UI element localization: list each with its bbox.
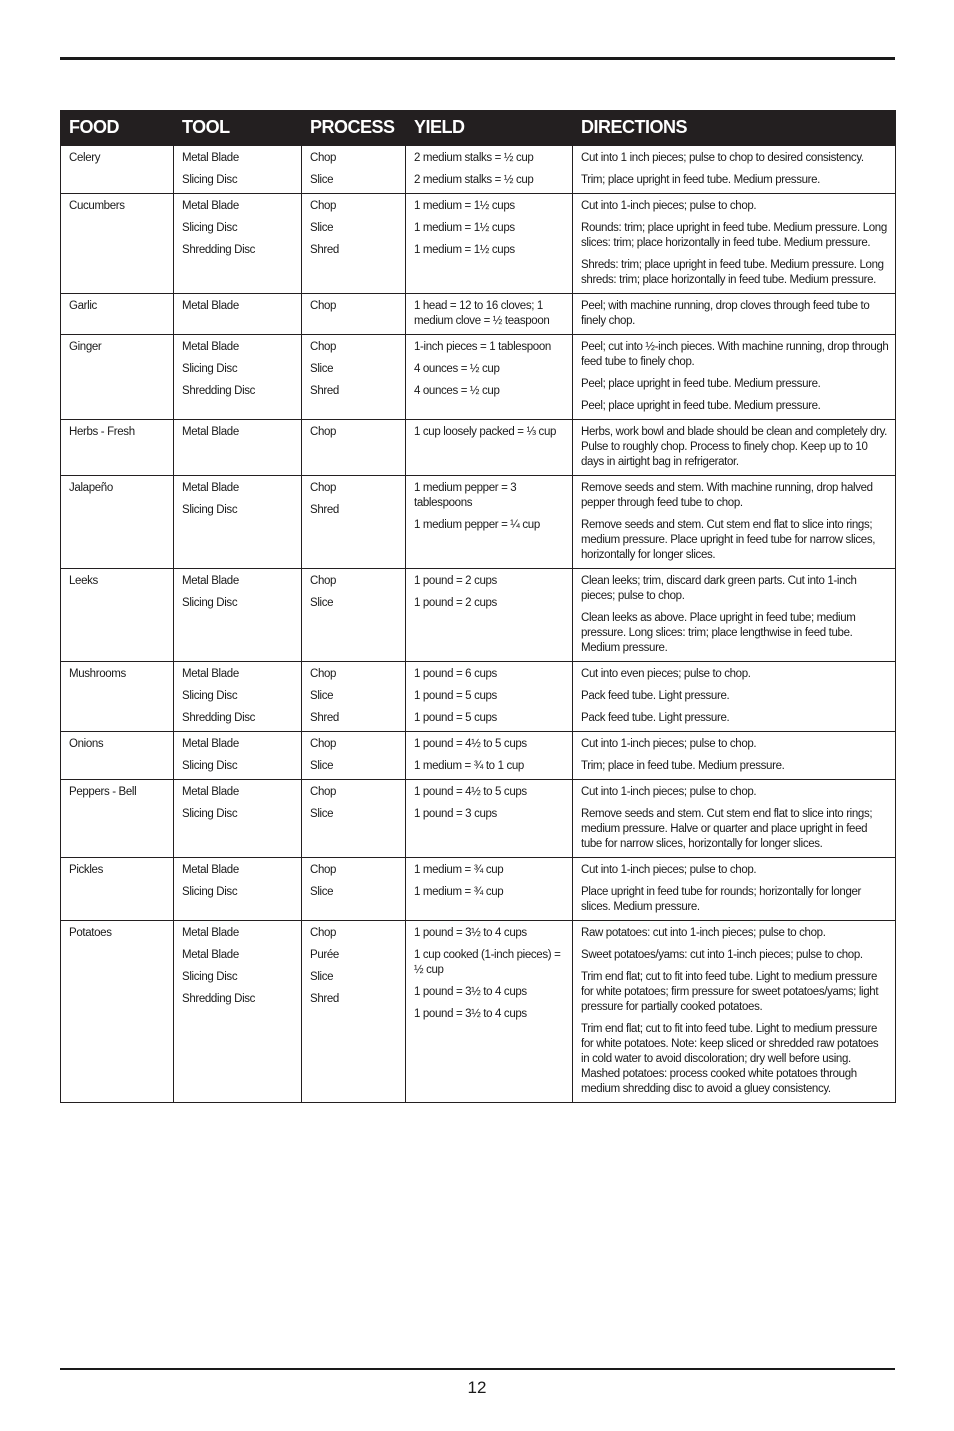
directions-text: Clean leeks as above. Place upright in feed tube; medium pressure. Long slices: trim; place lengthwise in feed tube. Medium pressure. bbox=[581, 612, 856, 654]
table-row bbox=[61, 858, 896, 921]
food-cell bbox=[61, 420, 174, 476]
process-cell bbox=[302, 420, 406, 476]
header-tool: TOOL bbox=[174, 110, 302, 146]
process-cell bbox=[302, 780, 406, 858]
yield-value: 4 ounces = ½ cup bbox=[414, 363, 500, 375]
directions-text: Trim end flat; cut to fit into feed tube. Light to medium pressure for white potatoes; firm pressure for sweet potatoes/yams; light pressure for partially cooked potatoes. bbox=[581, 971, 879, 1013]
food-name: Mushrooms bbox=[69, 668, 126, 680]
tool-cell bbox=[174, 662, 302, 732]
directions-text: Remove seeds and stem. Cut stem end flat to slice into rings; medium pressure. Halve or quarter and place upright in feed tube for narrow slices, horizontally for longer slices. bbox=[581, 808, 873, 850]
directions-text: Peel; cut into ½-inch pieces. With machine running, drop through feed tube to finely chop. bbox=[581, 341, 889, 368]
food-cell bbox=[61, 662, 174, 732]
tool-cell bbox=[174, 194, 302, 294]
food-cell bbox=[61, 294, 174, 335]
bottom-rule bbox=[60, 1368, 895, 1370]
food-cell bbox=[61, 732, 174, 780]
process-name: Chop bbox=[310, 200, 337, 212]
food-name: Ginger bbox=[69, 341, 102, 353]
directions-cell bbox=[573, 732, 896, 780]
process-cell bbox=[302, 146, 406, 194]
directions-cell bbox=[573, 146, 896, 194]
table-row bbox=[61, 420, 896, 476]
yield-value: 1 medium pepper = 3 tablespoons bbox=[414, 482, 517, 509]
yield-value: 1 pound = 3½ to 4 cups bbox=[414, 986, 527, 998]
directions-cell bbox=[573, 476, 896, 569]
tool-name: Metal Blade bbox=[182, 927, 239, 939]
top-rule bbox=[60, 57, 895, 60]
directions-text: Peel; place upright in feed tube. Medium pressure. bbox=[581, 400, 821, 412]
yield-value: 1 medium = 1½ cups bbox=[414, 222, 515, 234]
directions-text: Cut into 1 inch pieces; pulse to chop to desired consistency. bbox=[581, 152, 864, 164]
directions-text: Remove seeds and stem. With machine running, drop halved pepper through feed tube to chop. bbox=[581, 482, 873, 509]
process-cell bbox=[302, 569, 406, 662]
yield-value: 1 head = 12 to 16 cloves; 1 medium clove = ½ teaspoon bbox=[414, 300, 550, 327]
food-name: Potatoes bbox=[69, 927, 112, 939]
process-name: Chop bbox=[310, 864, 337, 876]
header-food: FOOD bbox=[61, 110, 174, 146]
food-cell bbox=[61, 780, 174, 858]
directions-text: Remove seeds and stem. Cut stem end flat to slice into rings; medium pressure. Place upright in feed tube for narrow slices, horizontally for longer slices. bbox=[581, 519, 876, 561]
food-name: Cucumbers bbox=[69, 200, 125, 212]
food-name: Jalapeño bbox=[69, 482, 113, 494]
yield-value: 1 medium = ¾ cup bbox=[414, 886, 504, 898]
tool-name: Slicing Disc bbox=[182, 222, 238, 234]
directions-cell bbox=[573, 780, 896, 858]
process-name: Slice bbox=[310, 971, 334, 983]
table-row bbox=[61, 662, 896, 732]
tool-name: Shredding Disc bbox=[182, 712, 256, 724]
directions-text: Cut into 1-inch pieces; pulse to chop. bbox=[581, 864, 757, 876]
yield-value: 4 ounces = ½ cup bbox=[414, 385, 500, 397]
yield-value: 1 cup loosely packed = ⅓ cup bbox=[414, 426, 557, 438]
header-directions: DIRECTIONS bbox=[573, 110, 896, 146]
process-cell bbox=[302, 858, 406, 921]
yield-value: 1 pound = 5 cups bbox=[414, 712, 497, 724]
directions-text: Trim; place in feed tube. Medium pressure. bbox=[581, 760, 785, 772]
yield-value: 1 cup cooked (1-inch pieces) = ½ cup bbox=[414, 949, 561, 976]
tool-name: Metal Blade bbox=[182, 738, 239, 750]
table-row bbox=[61, 569, 896, 662]
tool-name: Slicing Disc bbox=[182, 690, 238, 702]
process-name: Slice bbox=[310, 690, 334, 702]
yield-value: 2 medium stalks = ½ cup bbox=[414, 152, 534, 164]
process-name: Slice bbox=[310, 174, 334, 186]
yield-value: 1 pound = 2 cups bbox=[414, 575, 497, 587]
process-name: Chop bbox=[310, 575, 337, 587]
tool-name: Metal Blade bbox=[182, 786, 239, 798]
food-cell bbox=[61, 569, 174, 662]
directions-cell bbox=[573, 420, 896, 476]
tool-name: Slicing Disc bbox=[182, 504, 238, 516]
tool-name: Metal Blade bbox=[182, 668, 239, 680]
directions-text: Clean leeks; trim, discard dark green parts. Cut into 1-inch pieces; pulse to chop. bbox=[581, 575, 857, 602]
yield-cell bbox=[406, 921, 573, 1103]
yield-value: 1 pound = 2 cups bbox=[414, 597, 497, 609]
directions-cell bbox=[573, 335, 896, 420]
directions-text: Raw potatoes: cut into 1-inch pieces; pulse to chop. bbox=[581, 927, 826, 939]
process-name: Chop bbox=[310, 426, 337, 438]
tool-cell bbox=[174, 420, 302, 476]
directions-cell bbox=[573, 921, 896, 1103]
food-cell bbox=[61, 858, 174, 921]
yield-cell bbox=[406, 858, 573, 921]
directions-text: Trim; place upright in feed tube. Medium pressure. bbox=[581, 174, 821, 186]
directions-text: Peel; place upright in feed tube. Medium pressure. bbox=[581, 378, 821, 390]
tool-cell bbox=[174, 476, 302, 569]
process-cell bbox=[302, 194, 406, 294]
tool-name: Slicing Disc bbox=[182, 760, 238, 772]
yield-cell bbox=[406, 294, 573, 335]
process-name: Slice bbox=[310, 222, 334, 234]
directions-cell bbox=[573, 858, 896, 921]
tool-name: Metal Blade bbox=[182, 426, 239, 438]
process-name: Slice bbox=[310, 597, 334, 609]
tool-name: Metal Blade bbox=[182, 152, 239, 164]
yield-cell bbox=[406, 146, 573, 194]
table-row bbox=[61, 146, 896, 194]
process-name: Slice bbox=[310, 760, 334, 772]
process-name: Chop bbox=[310, 927, 337, 939]
table-row bbox=[61, 780, 896, 858]
food-name: Pickles bbox=[69, 864, 103, 876]
directions-text: Rounds: trim; place upright in feed tube. Medium pressure. Long slices: trim; place horizontally in feed tube. Medium pressure. bbox=[581, 222, 887, 249]
process-name: Shred bbox=[310, 993, 339, 1005]
tool-cell bbox=[174, 569, 302, 662]
directions-text: Cut into 1-inch pieces; pulse to chop. bbox=[581, 786, 757, 798]
directions-text: Pack feed tube. Light pressure. bbox=[581, 690, 730, 702]
tool-cell bbox=[174, 335, 302, 420]
page-number: 12 bbox=[467, 1378, 487, 1397]
process-name: Shred bbox=[310, 712, 339, 724]
directions-cell bbox=[573, 662, 896, 732]
directions-cell bbox=[573, 194, 896, 294]
tool-name: Shredding Disc bbox=[182, 385, 256, 397]
process-name: Slice bbox=[310, 808, 334, 820]
tool-name: Metal Blade bbox=[182, 864, 239, 876]
tool-name: Slicing Disc bbox=[182, 971, 238, 983]
table-body bbox=[61, 146, 896, 1103]
food-cell bbox=[61, 476, 174, 569]
yield-value: 1 pound = 3½ to 4 cups bbox=[414, 1008, 527, 1020]
yield-cell bbox=[406, 420, 573, 476]
yield-value: 2 medium stalks = ½ cup bbox=[414, 174, 534, 186]
tool-name: Metal Blade bbox=[182, 482, 239, 494]
tool-name: Slicing Disc bbox=[182, 808, 238, 820]
process-cell bbox=[302, 476, 406, 569]
tool-cell bbox=[174, 732, 302, 780]
food-name: Herbs - Fresh bbox=[69, 426, 135, 438]
tool-name: Metal Blade bbox=[182, 575, 239, 587]
yield-cell bbox=[406, 569, 573, 662]
process-name: Chop bbox=[310, 341, 337, 353]
directions-text: Pack feed tube. Light pressure. bbox=[581, 712, 730, 724]
directions-text: Herbs, work bowl and blade should be clean and completely dry. Pulse to roughly chop. Process to finely chop. Keep up to 10 days in airtight bag in refrigerator. bbox=[581, 426, 888, 468]
yield-value: 1 pound = 3½ to 4 cups bbox=[414, 927, 527, 939]
tool-name: Slicing Disc bbox=[182, 597, 238, 609]
table-row bbox=[61, 294, 896, 335]
process-name: Chop bbox=[310, 738, 337, 750]
yield-value: 1 pound = 5 cups bbox=[414, 690, 497, 702]
tool-name: Shredding Disc bbox=[182, 993, 256, 1005]
process-name: Shred bbox=[310, 385, 339, 397]
tool-cell bbox=[174, 921, 302, 1103]
process-name: Chop bbox=[310, 786, 337, 798]
process-name: Slice bbox=[310, 363, 334, 375]
directions-text: Cut into 1-inch pieces; pulse to chop. bbox=[581, 200, 757, 212]
process-cell bbox=[302, 335, 406, 420]
table-row bbox=[61, 921, 896, 1103]
directions-text: Peel; with machine running, drop cloves through feed tube to finely chop. bbox=[581, 300, 870, 327]
food-cell bbox=[61, 335, 174, 420]
yield-value: 1 medium = ¾ to 1 cup bbox=[414, 760, 524, 772]
process-name: Slice bbox=[310, 886, 334, 898]
process-name: Chop bbox=[310, 668, 337, 680]
yield-cell bbox=[406, 780, 573, 858]
process-name: Shred bbox=[310, 504, 339, 516]
table-row bbox=[61, 476, 896, 569]
yield-value: 1 pound = 3 cups bbox=[414, 808, 497, 820]
table-row bbox=[61, 335, 896, 420]
tool-name: Slicing Disc bbox=[182, 363, 238, 375]
yield-value: 1 pound = 4½ to 5 cups bbox=[414, 786, 527, 798]
tool-name: Metal Blade bbox=[182, 300, 239, 312]
yield-cell bbox=[406, 335, 573, 420]
directions-text: Sweet potatoes/yams: cut into 1-inch pieces; pulse to chop. bbox=[581, 949, 863, 961]
process-name: Chop bbox=[310, 152, 337, 164]
yield-value: 1 medium pepper = ¼ cup bbox=[414, 519, 540, 531]
tool-cell bbox=[174, 858, 302, 921]
yield-cell bbox=[406, 732, 573, 780]
table-row bbox=[61, 732, 896, 780]
yield-value: 1 medium = ¾ cup bbox=[414, 864, 504, 876]
directions-cell bbox=[573, 294, 896, 335]
yield-cell bbox=[406, 194, 573, 294]
process-cell bbox=[302, 732, 406, 780]
table-header bbox=[61, 110, 896, 146]
tool-name: Metal Blade bbox=[182, 341, 239, 353]
processing-guide-table bbox=[60, 110, 896, 1103]
tool-name: Metal Blade bbox=[182, 200, 239, 212]
process-cell bbox=[302, 662, 406, 732]
tool-cell bbox=[174, 780, 302, 858]
food-cell bbox=[61, 146, 174, 194]
tool-cell bbox=[174, 146, 302, 194]
directions-cell bbox=[573, 569, 896, 662]
yield-cell bbox=[406, 662, 573, 732]
yield-value: 1 medium = 1½ cups bbox=[414, 200, 515, 212]
yield-value: 1 pound = 6 cups bbox=[414, 668, 497, 680]
food-name: Onions bbox=[69, 738, 104, 750]
directions-text: Trim end flat; cut to fit into feed tube. Light to medium pressure for white potatoes. Note: keep sliced or shredded raw potatoes in cold water to avoid discoloration; dry well before using. Mashed potatoes: process cooked white potatoes through medium shredding disc to avoid a gluey consistency. bbox=[581, 1023, 879, 1095]
tool-name: Shredding Disc bbox=[182, 244, 256, 256]
table-row bbox=[61, 194, 896, 294]
process-name: Shred bbox=[310, 244, 339, 256]
tool-cell bbox=[174, 294, 302, 335]
tool-name: Slicing Disc bbox=[182, 174, 238, 186]
food-name: Peppers - Bell bbox=[69, 786, 137, 798]
yield-value: 1 medium = 1½ cups bbox=[414, 244, 515, 256]
process-name: Chop bbox=[310, 300, 337, 312]
food-name: Garlic bbox=[69, 300, 97, 312]
food-name: Celery bbox=[69, 152, 101, 164]
food-name: Leeks bbox=[69, 575, 98, 587]
food-cell bbox=[61, 921, 174, 1103]
tool-name: Slicing Disc bbox=[182, 886, 238, 898]
tool-name: Metal Blade bbox=[182, 949, 239, 961]
directions-text: Shreds: trim; place upright in feed tube. Medium pressure. Long shreds: trim; place horizontally in feed tube. Medium pressure. bbox=[581, 259, 884, 286]
yield-cell bbox=[406, 476, 573, 569]
directions-text: Cut into 1-inch pieces; pulse to chop. bbox=[581, 738, 757, 750]
process-name: Chop bbox=[310, 482, 337, 494]
process-name: Purée bbox=[310, 949, 339, 961]
food-cell bbox=[61, 194, 174, 294]
header-process: PROCESS bbox=[302, 110, 406, 146]
process-cell bbox=[302, 921, 406, 1103]
yield-value: 1-inch pieces = 1 tablespoon bbox=[414, 341, 551, 353]
directions-text: Place upright in feed tube for rounds; horizontally for longer slices. Medium pressure. bbox=[581, 886, 862, 913]
yield-value: 1 pound = 4½ to 5 cups bbox=[414, 738, 527, 750]
process-cell bbox=[302, 294, 406, 335]
header-yield: YIELD bbox=[406, 110, 573, 146]
directions-text: Cut into even pieces; pulse to chop. bbox=[581, 668, 751, 680]
